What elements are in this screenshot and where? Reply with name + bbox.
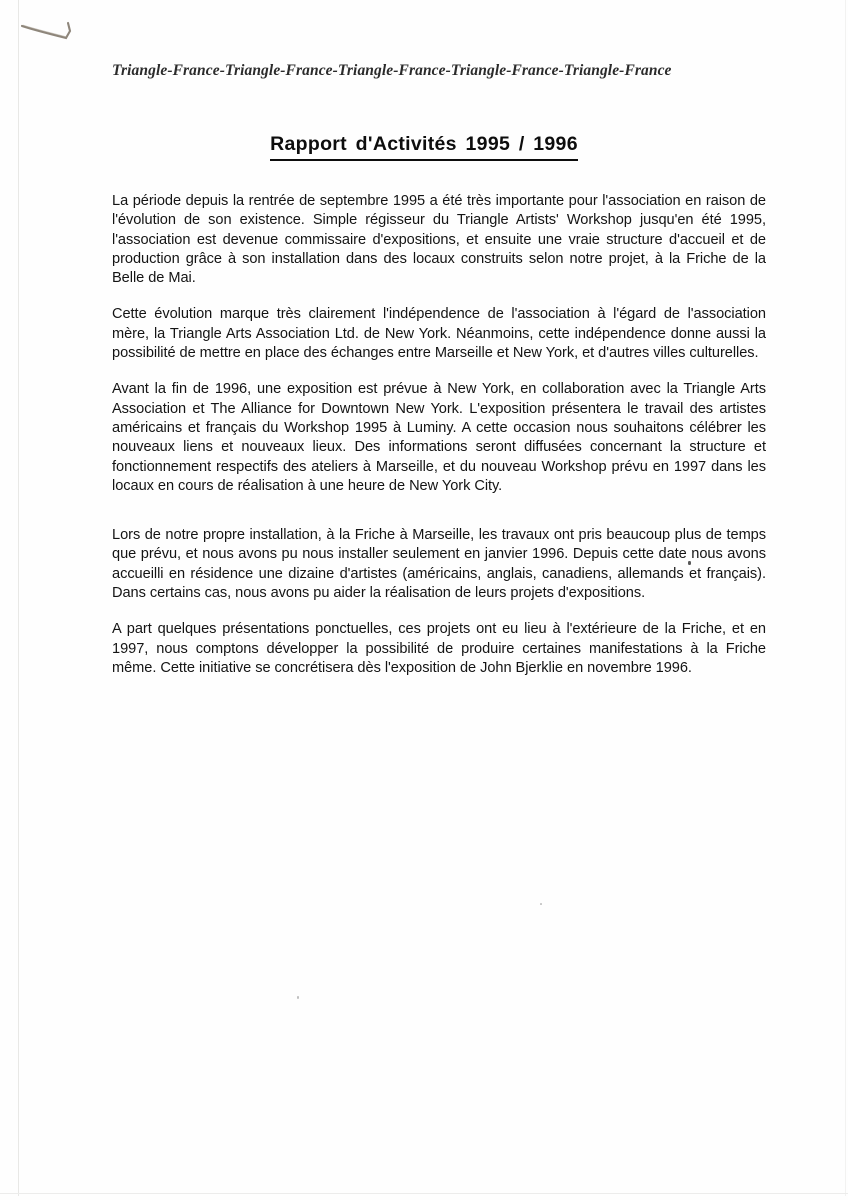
page-edge-left bbox=[18, 0, 19, 1196]
paragraph: A part quelques présentations ponctuelles, ces projets ont eu lieu à l'extérieure de la Friche, et en 1997, nous comptons développer la possibilité de produire certaines manifestations à la Friche même. Cette initiative se concrétisera dès l'exposition de John Bjerklie en novembre 1996. bbox=[112, 621, 766, 676]
ink-speck bbox=[297, 996, 299, 999]
pen-stroke-artifact bbox=[20, 17, 76, 45]
paragraph: La période depuis la rentrée de septembre 1995 a été très importante pour l'association en raison de l'évolution de son existence. Simple régisseur du Triangle Artists' Workshop jusqu'en été 1995, l'association est devenue commissaire d'expositions, et ensuite une vraie structure d'accueil et de production grâce à son installation dans des locaux construits selon notre projet, à la Friche de la Belle de Mai. bbox=[112, 193, 766, 287]
page-title-text: Rapport d'Activités 1995 / 1996 bbox=[270, 133, 578, 161]
document-body bbox=[112, 192, 766, 678]
page-title bbox=[0, 133, 848, 161]
page-edge-right bbox=[845, 0, 846, 1196]
paragraph: Avant la fin de 1996, une exposition est prévue à New York, en collaboration avec la Triangle Arts Association et The Alliance for Downtown New York. L'exposition présentera le travail des artistes américains et français du Workshop 1995 à Luminy. A cette occasion nous souhaitons célébrer les nouveaux liens et nouveaux lieux. Des informations seront diffusées concernant la structure et fonctionnement respectifs des ateliers à Marseille, et du nouveau Workshop prévu en 1997 dans les locaux en cours de réalisation à une heure de New York City. bbox=[112, 381, 766, 494]
paragraph: Cette évolution marque très clairement l'indépendence de l'association à l'égard de l'association mère, la Triangle Arts Association Ltd. de New York. Néanmoins, cette indépendence donne aussi la possibilité de mettre en place des échanges entre Marseille et New York, et d'autres villes culturelles. bbox=[112, 306, 766, 362]
ink-speck bbox=[540, 903, 542, 905]
page-edge-bottom bbox=[0, 1193, 848, 1194]
paragraph: Lors de notre propre installation, à la Friche à Marseille, les travaux ont pris beaucoup plus de temps que prévu, et nous avons pu nous installer seulement en janvier 1996. Depuis cette date nous avons accueilli en résidence une dizaine d'artistes (américains, anglais, canadiens, allemands et français). Dans certains cas, nous avons pu aider la réalisation de leurs projets d'expositions. bbox=[112, 527, 766, 602]
letterhead: Triangle-France-Triangle-France-Triangle-France-Triangle-France-Triangle-France bbox=[112, 62, 672, 79]
